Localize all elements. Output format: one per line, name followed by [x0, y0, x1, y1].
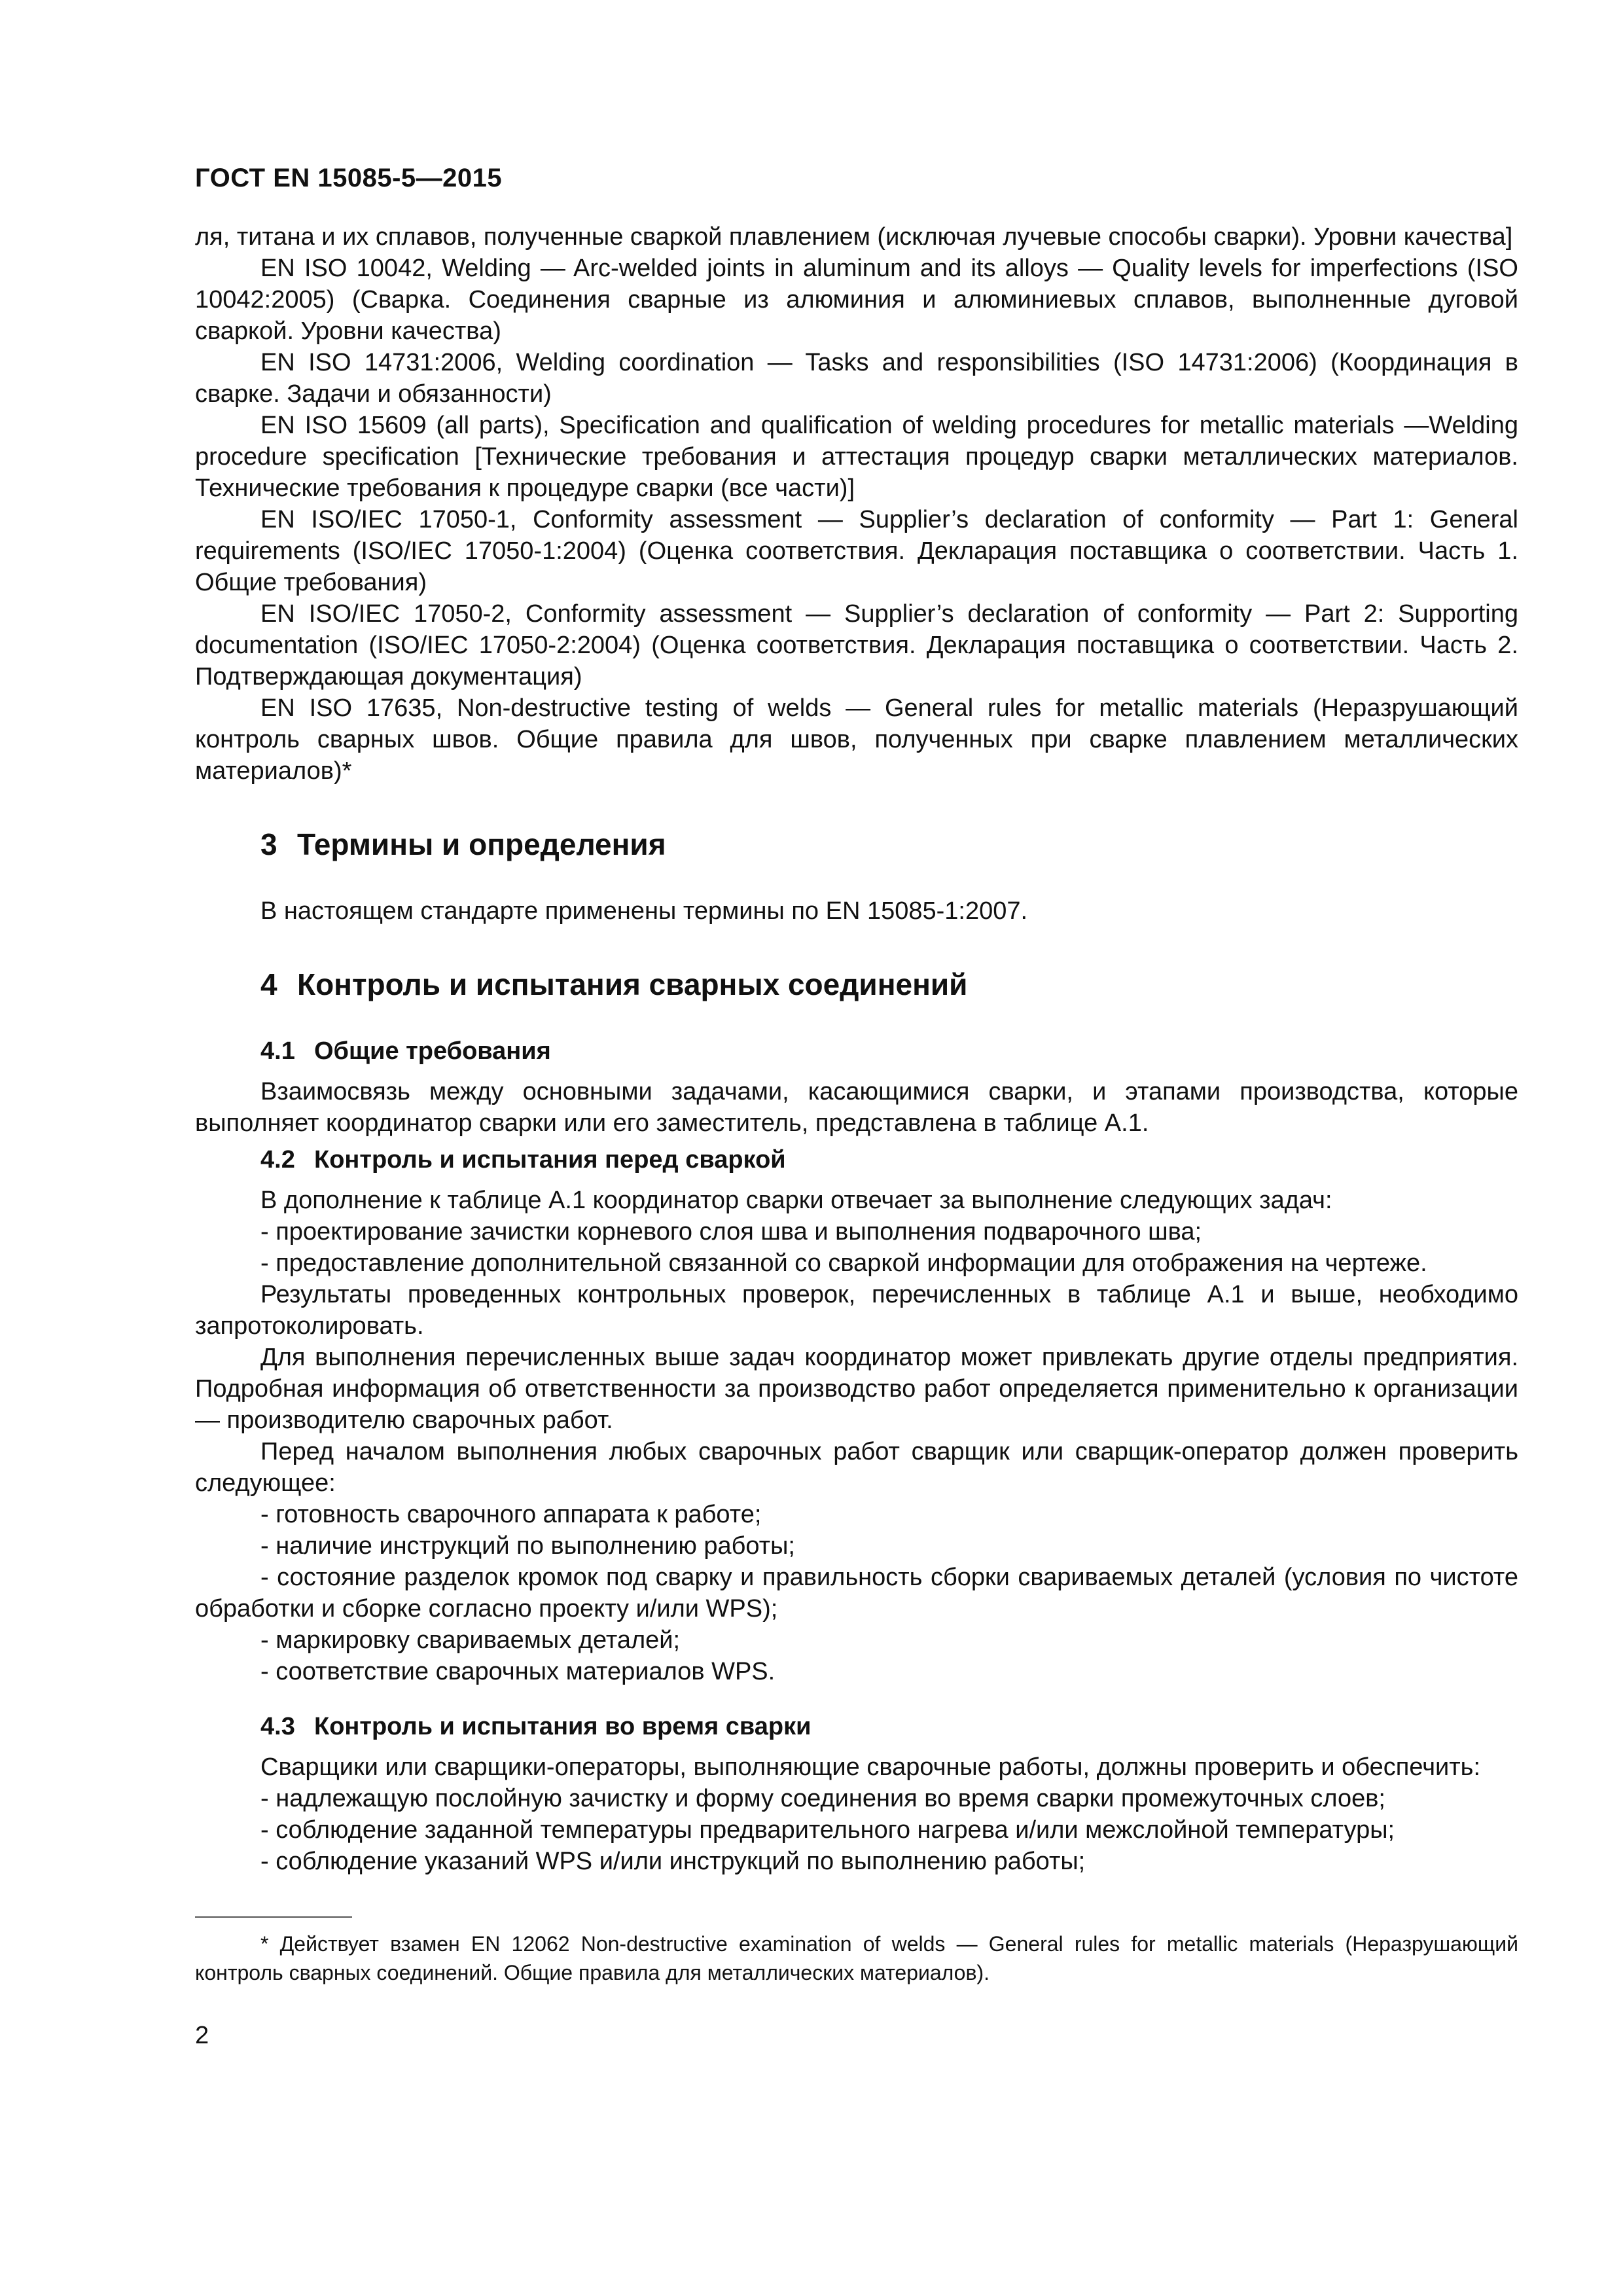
- reference-item: EN ISO 15609 (all parts), Specification and qualification of welding procedures for metallic materials —Welding procedure specification [Технические требования и аттестация процедур сварки металлических материалов. Технические требования к процедуре сварки (все части)]: [195, 412, 1518, 502]
- reference-item: EN ISO 10042, Welding — Arc-welded joints in aluminum and its alloys — Quality levels for imperfections (ISO 10042:2005) (Сварка. Соединения сварные из алюминия и алюминиевых сплавов, выполненные дуговой сваркой. Уровни качества): [195, 255, 1518, 345]
- subsection-4-2-intro: В дополнение к таблице А.1 координатор сварки отвечает за выполнение следующих задач:: [260, 1187, 1332, 1214]
- list-item: - состояние разделок кромок под сварку и правильность сборки свариваемых деталей (условия по чистоте обработки и сборке согласно проекту и/или WPS);: [195, 1564, 1518, 1623]
- section-3-heading: [260, 826, 1518, 863]
- list-item: - соблюдение указаний WPS и/или инструкций по выполнению работы;: [260, 1848, 1086, 1875]
- reference-item: EN ISO 14731:2006, Welding coordination — Tasks and responsibilities (ISO 14731:2006) (Координация в сварке. Задачи и обязанности): [195, 349, 1518, 408]
- reference-continuation: ля, титана и их сплавов, полученные сваркой плавлением (исключая лучевые способы сварки). Уровни качества]: [195, 223, 1513, 251]
- document-page: [195, 162, 1518, 2231]
- paragraph: Результаты проведенных контрольных проверок, перечисленных в таблице А.1 и выше, необходимо запротоколировать.: [195, 1281, 1518, 1340]
- list-item: - соответствие сварочных материалов WPS.: [260, 1658, 776, 1685]
- section-number: 4: [260, 967, 277, 1001]
- subsection-4-3-intro: Сварщики или сварщики-операторы, выполняющие сварочные работы, должны проверить и обеспечить:: [260, 1753, 1481, 1781]
- list-item: - соблюдение заданной температуры предварительного нагрева и/или межслойной температуры;: [260, 1816, 1395, 1844]
- subsection-title: Контроль и испытания во время сварки: [314, 1713, 812, 1740]
- document-header: ГОСТ EN 15085-5—2015: [195, 164, 503, 192]
- reference-item: EN ISO/IEC 17050-2, Conformity assessment — Supplier’s declaration of conformity — Part 2: Supporting documentation (ISO/IEC 17050-2:2004) (Оценка соответствия. Декларация поставщика о соответствии. Часть 2. Подтверждающая документация): [195, 600, 1518, 691]
- footnote: * Действует взамен EN 12062 Non-destructive examination of welds — General rules for metallic materials (Неразрушающий контроль сварных соединений. Общие правила для металлических материалов).: [195, 1932, 1518, 1984]
- subsection-number: 4.1: [260, 1037, 295, 1065]
- subsection-4-2-heading: [260, 1144, 1518, 1175]
- normative-references: [195, 221, 1518, 787]
- reference-item: EN ISO/IEC 17050-1, Conformity assessment — Supplier’s declaration of conformity — Part 1: General requirements (ISO/IEC 17050-1:2004) (Оценка соответствия. Декларация поставщика о соответствии. Часть 1. Общие требования): [195, 506, 1518, 596]
- subsection-4-3-heading: [260, 1711, 1518, 1742]
- section-title: Контроль и испытания сварных соединений: [297, 967, 968, 1001]
- subsection-4-1-heading: [260, 1035, 1518, 1067]
- section-4-heading: [260, 966, 1518, 1003]
- page-number: 2: [195, 2022, 209, 2049]
- list-item: - маркировку свариваемых деталей;: [260, 1626, 681, 1654]
- section-title: Термины и определения: [297, 827, 666, 861]
- section-number: 3: [260, 827, 277, 861]
- subsection-number: 4.2: [260, 1146, 295, 1174]
- footnote-divider: [195, 1916, 352, 1918]
- list-item: - предоставление дополнительной связанной со сваркой информации для отображения на чертеже.: [260, 1249, 1427, 1277]
- subsection-title: Контроль и испытания перед сваркой: [314, 1146, 786, 1174]
- subsection-number: 4.3: [260, 1713, 295, 1740]
- reference-item: EN ISO 17635, Non-destructive testing of welds — General rules for metallic materials (Неразрушающий контроль сварных швов. Общие правила для швов, полученных при сварке плавлением металлических материалов)*: [195, 694, 1518, 785]
- paragraph: Перед началом выполнения любых сварочных работ сварщик или сварщик-оператор должен проверить следующее:: [195, 1438, 1518, 1497]
- paragraph: Для выполнения перечисленных выше задач координатор может привлекать другие отделы предприятия. Подробная информация об ответственности за производство работ определяется применительно к организации — производителю сварочных работ.: [195, 1344, 1518, 1434]
- subsection-title: Общие требования: [314, 1037, 551, 1065]
- section-3-text: В настоящем стандарте применены термины по EN 15085-1:2007.: [260, 897, 1028, 925]
- list-item: - проектирование зачистки корневого слоя шва и выполнения подварочного шва;: [260, 1218, 1202, 1246]
- subsection-4-1-text: Взаимосвязь между основными задачами, касающимися сварки, и этапами производства, которые выполняет координатор сварки или его заместитель, представлена в таблице А.1.: [195, 1078, 1518, 1137]
- list-item: - готовность сварочного аппарата к работе;: [260, 1501, 762, 1528]
- list-item: - надлежащую послойную зачистку и форму соединения во время сварки промежуточных слоев;: [260, 1785, 1385, 1812]
- list-item: - наличие инструкций по выполнению работы;: [260, 1532, 795, 1560]
